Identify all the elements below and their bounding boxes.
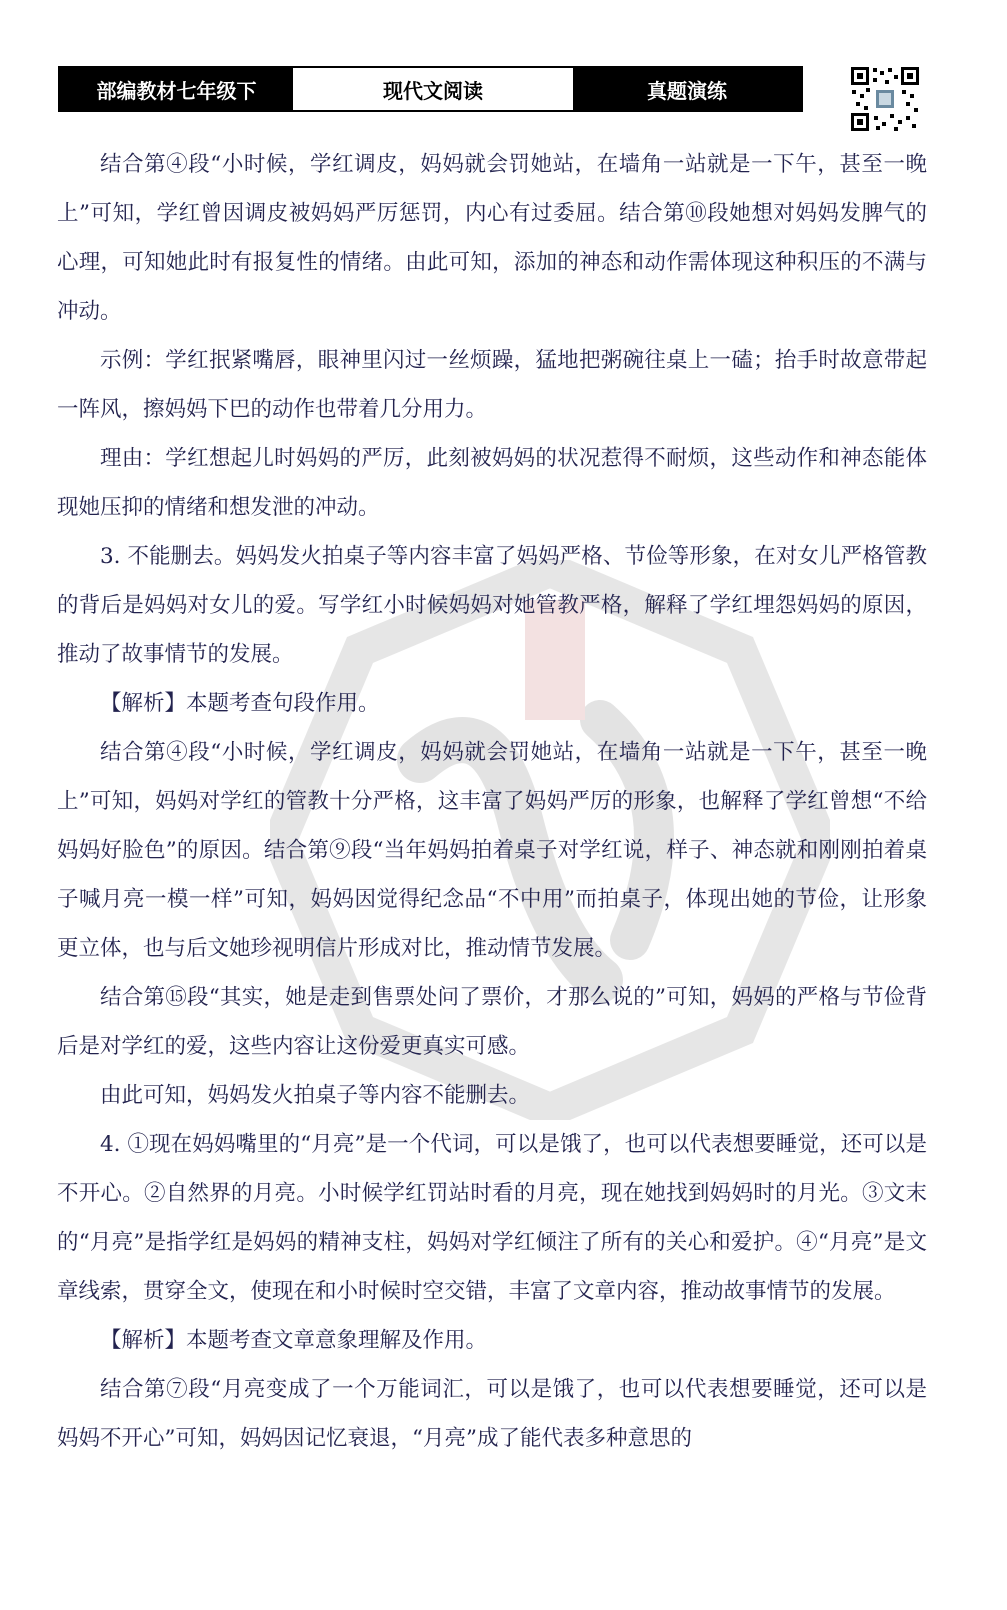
paragraph: 【解析】本题考查句段作用。: [100, 691, 380, 716]
paragraph: 由此可知，妈妈发火拍桌子等内容不能删去。: [100, 1083, 531, 1108]
paragraph: 结合第④段“小时候，学红调皮，妈妈就会罚她站，在墙角一站就是一下午，甚至一晚上”可知，学红曾因调皮被妈妈严厉惩罚，内心有过委屈。结合第⑩段她想对妈妈发脾气的心理，可知她此时有报复性的情绪。由此可知，添加的神态和动作需体现这种积压的不满与冲动。: [57, 152, 927, 324]
page-header: [58, 66, 803, 112]
header-practice-label: 真题演练: [573, 68, 801, 110]
header-textbook-label: 部编教材七年级下: [60, 68, 293, 110]
header-section-label: 现代文阅读: [293, 68, 573, 110]
paragraph: 结合第⑮段“其实，她是走到售票处问了票价，才那么说的”可知，妈妈的严格与节俭背后是对学红的爱，这些内容让这份爱更真实可感。: [57, 985, 927, 1059]
paragraph: 理由：学红想起儿时妈妈的严厉，此刻被妈妈的状况惹得不耐烦，这些动作和神态能体现她压抑的情绪和想发泄的冲动。: [57, 446, 927, 520]
paragraph: 示例：学红抿紧嘴唇，眼神里闪过一丝烦躁，猛地把粥碗往桌上一磕；抬手时故意带起一阵风，擦妈妈下巴的动作也带着几分用力。: [57, 348, 927, 422]
paragraph: 3. 不能删去。妈妈发火拍桌子等内容丰富了妈妈严格、节俭等形象，在对女儿严格管教的背后是妈妈对女儿的爱。写学红小时候妈妈对她管教严格，解释了学红埋怨妈妈的原因，推动了故事情节的发展。: [57, 544, 927, 667]
paragraph: 4. ①现在妈妈嘴里的“月亮”是一个代词，可以是饿了，也可以代表想要睡觉，还可以是不开心。②自然界的月亮。小时候学红罚站时看的月亮，现在她找到妈妈时的月光。③文末的“月亮”是指学红是妈妈的精神支柱，妈妈对学红倾注了所有的关心和爱护。④“月亮”是文章线索，贯穿全文，使现在和小时候时空交错，丰富了文章内容，推动故事情节的发展。: [57, 1132, 927, 1304]
answer-text-body: [57, 140, 927, 1463]
paragraph: 结合第⑦段“月亮变成了一个万能词汇，可以是饿了，也可以代表想要睡觉，还可以是妈妈不开心”可知，妈妈因记忆衰退，“月亮”成了能代表多种意思的: [57, 1377, 927, 1451]
paragraph: 结合第④段“小时候，学红调皮，妈妈就会罚她站，在墙角一站就是一下午，甚至一晚上”可知，妈妈对学红的管教十分严格，这丰富了妈妈严厉的形象，也解释了学红曾想“不给妈妈好脸色”的原因。结合第⑨段“当年妈妈拍着桌子对学红说，样子、神态就和刚刚拍着桌子喊月亮一模一样”可知，妈妈因觉得纪念品“不中用”而拍桌子，体现出她的节俭，让形象更立体，也与后文她珍视明信片形成对比，推动情节发展。: [57, 740, 927, 961]
paragraph: 【解析】本题考查文章意象理解及作用。: [100, 1328, 488, 1353]
qr-code-icon: [850, 66, 920, 132]
